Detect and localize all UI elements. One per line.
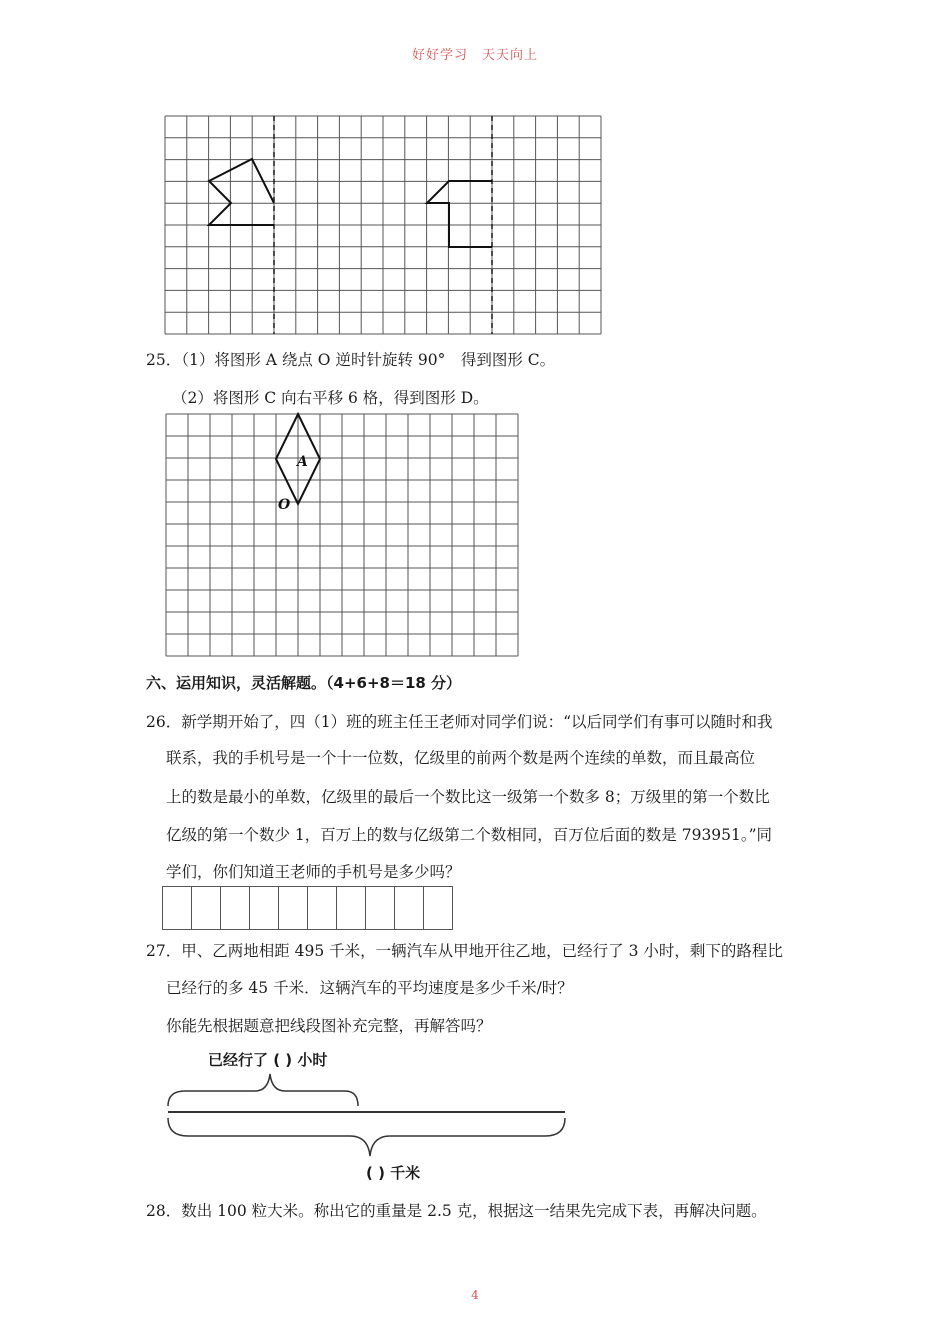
answer-box[interactable] <box>249 886 279 930</box>
label-O: O <box>278 497 291 513</box>
answer-box[interactable] <box>278 886 308 930</box>
rotation-grid <box>166 414 518 662</box>
line-segment-diagram <box>160 1066 580 1166</box>
q26-line4: 亿级的第一个数少 1，百万上的数与亿级第二个数相同，百万位后面的数是 793951。”同 <box>166 826 773 844</box>
label-A: A <box>297 454 308 470</box>
phone-number-answer-boxes <box>163 886 453 930</box>
bottom-brace <box>168 1118 565 1156</box>
answer-box[interactable] <box>307 886 337 930</box>
shape-right <box>427 181 492 247</box>
answer-box[interactable] <box>162 886 192 930</box>
page-number: 4 <box>471 1288 479 1302</box>
answer-box[interactable] <box>336 886 366 930</box>
q26-line2: 联系，我的手机号是一个十一位数，亿级里的前两个数是两个连续的单数，而且最高位 <box>166 749 756 767</box>
section6-title: 六、运用知识，灵活解题。（4+6+8＝18 分） <box>146 674 462 692</box>
reflection-grid <box>165 116 605 336</box>
q26-line3: 上的数是最小的单数，亿级里的最后一个数比这一级第一个数多 8；万级里的第一个数比 <box>166 788 770 806</box>
answer-box[interactable] <box>365 886 395 930</box>
traveled-hours-label: 已经行了 ( ) 小时 <box>208 1051 328 1069</box>
answer-box[interactable] <box>394 886 424 930</box>
top-brace <box>168 1074 358 1106</box>
answer-box[interactable] <box>191 886 221 930</box>
q25-line1: 25．（1）将图形 A 绕点 O 逆时针旋转 90° 得到图形 C。 <box>146 351 556 369</box>
page-header: 好好学习 天天向上 <box>411 48 538 63</box>
answer-box[interactable] <box>423 886 453 930</box>
q27-line2: 已经行的多 45 千米．这辆汽车的平均速度是多少千米/时？ <box>166 979 573 997</box>
shape-left <box>209 159 274 225</box>
q28-line1: 28．数出 100 粒大米。称出它的重量是 2.5 克，根据这一结果先完成下表，再解决问题。 <box>146 1202 767 1220</box>
q27-line3: 你能先根据题意把线段图补充完整，再解答吗？ <box>166 1017 492 1035</box>
q26-line5: 学们，你们知道王老师的手机号是多少吗？ <box>166 863 461 881</box>
q25-line2: （2）将图形 C 向右平移 6 格，得到图形 D。 <box>172 389 489 407</box>
answer-box[interactable] <box>220 886 250 930</box>
total-distance-label: ( ) 千米 <box>366 1164 421 1182</box>
q26-line1: 26．新学期开始了，四（1）班的班主任王老师对同学们说：“以后同学们有事可以随时和我 <box>146 713 773 731</box>
q27-line1: 27．甲、乙两地相距 495 千米，一辆汽车从甲地开往乙地，已经行了 3 小时，剩下的路程比 <box>146 942 783 960</box>
